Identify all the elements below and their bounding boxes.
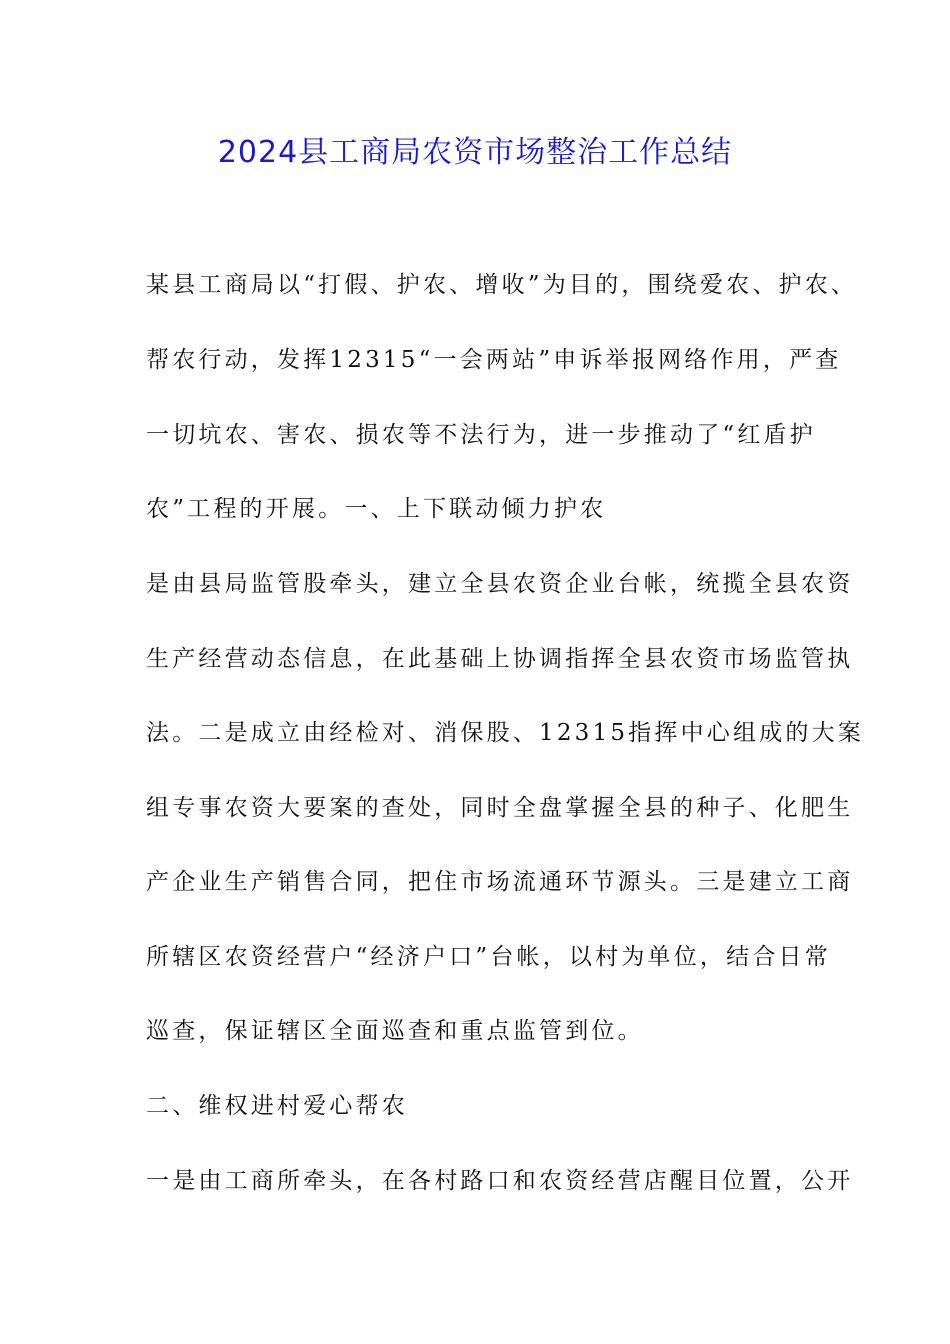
body-line-7: 法。二是成立由经检对、消保股、12315指挥中心组成的大案 bbox=[146, 720, 864, 746]
body-line-6: 生产经营动态信息，在此基础上协调指挥全县农资市场监管执 bbox=[146, 646, 854, 672]
body-line-11: 巡查，保证辖区全面巡查和重点监管到位。 bbox=[146, 1018, 644, 1044]
body-line-5: 是由县局监管股牵头，建立全县农资企业台帐，统揽全县农资 bbox=[146, 571, 854, 597]
body-line-4: 农”工程的开展。一、上下联动倾力护农 bbox=[146, 496, 607, 522]
body-line-1: 某县工商局以“打假、护农、增收”为目的，围绕爱农、护农、 bbox=[146, 272, 858, 298]
body-line-9: 产企业生产销售合同，把住市场流通环节源头。三是建立工商 bbox=[146, 869, 854, 895]
body-line-13: 一是由工商所牵头，在各村路口和农资经营店醒目位置，公开 bbox=[146, 1168, 854, 1194]
body-line-3: 一切坑农、害农、损农等不法行为，进一步推动了“红盾护 bbox=[146, 422, 816, 448]
document-title: 2024县工商局农资市场整治工作总结 bbox=[217, 135, 733, 170]
body-line-10: 所辖区农资经营户“经济户口”台帐，以村为单位，结合日常 bbox=[146, 944, 831, 970]
body-line-2: 帮农行动，发挥12315“一会两站”申诉举报网络作用，严查 bbox=[146, 347, 842, 373]
body-line-8: 组专事农资大要案的查处，同时全盘掌握全县的种子、化肥生 bbox=[146, 795, 854, 821]
section-heading-2: 二、维权进村爱心帮农 bbox=[146, 1093, 408, 1119]
